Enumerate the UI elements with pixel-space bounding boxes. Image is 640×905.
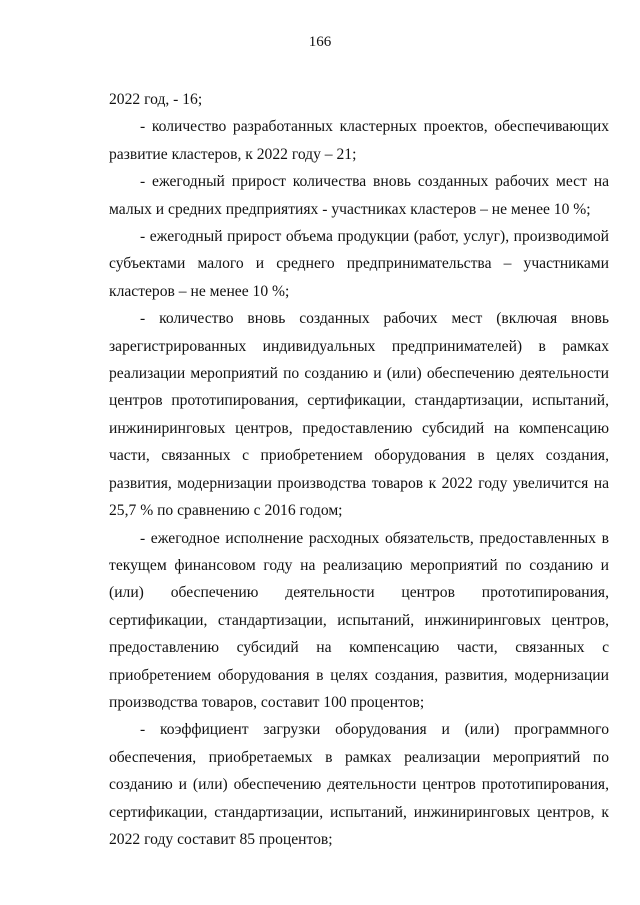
paragraph-continuation: 2022 год, - 16; bbox=[109, 91, 203, 108]
paragraph-new-jobs: - количество вновь созданных рабочих мест (включая вновь зарегистрированных индивидуальных предпринимателей) в рамках реализации мероприятий по созданию и (или) обеспечению деятельности центров прототипирования, сертификации, стандартизации, испытаний, инжиниринговых центров, предоставлению субсидий на компенсацию части, связанных с приобретением оборудования в целях создания, развития, модернизации производства товаров к 2022 году увеличится на 25,7 % по сравнению с 2016 годом; bbox=[109, 310, 609, 520]
paragraph-cluster-projects: - количество разработанных кластерных проектов, обеспечивающих развитие кластеров, к 2022 году – 21; bbox=[109, 118, 609, 163]
page-number: 166 bbox=[308, 34, 332, 50]
paragraph-equipment-load: - коэффициент загрузки оборудования и (или) программного обеспечения, приобретаемых в рамках реализации мероприятий по созданию и (или) обеспечению деятельности центров прототипирования, сертификации, стандартизации, испытаний, инжиниринговых центров, к 2022 году составит 85 процентов; bbox=[109, 721, 609, 848]
document-body bbox=[109, 86, 609, 853]
paragraph-output-growth: - ежегодный прирост объема продукции (работ, услуг), производимой субъектами малого и среднего предпринимательства – участниками кластеров – не менее 10 %; bbox=[109, 228, 609, 300]
paragraph-budget-execution: - ежегодное исполнение расходных обязательств, предоставленных в текущем финансовом году на реализацию мероприятий по созданию и (или) обеспечению деятельности центров прототипирования, сертификации, стандартизации, испытаний, инжиниринговых центров, предоставлению субсидий на компенсацию части, связанных с приобретением оборудования в целях создания, развития, модернизации производства товаров, составит 100 процентов; bbox=[109, 529, 609, 711]
paragraph-jobs-growth: - ежегодный прирост количества вновь созданных рабочих мест на малых и средних предприятиях - участниках кластеров – не менее 10 %; bbox=[109, 173, 609, 218]
